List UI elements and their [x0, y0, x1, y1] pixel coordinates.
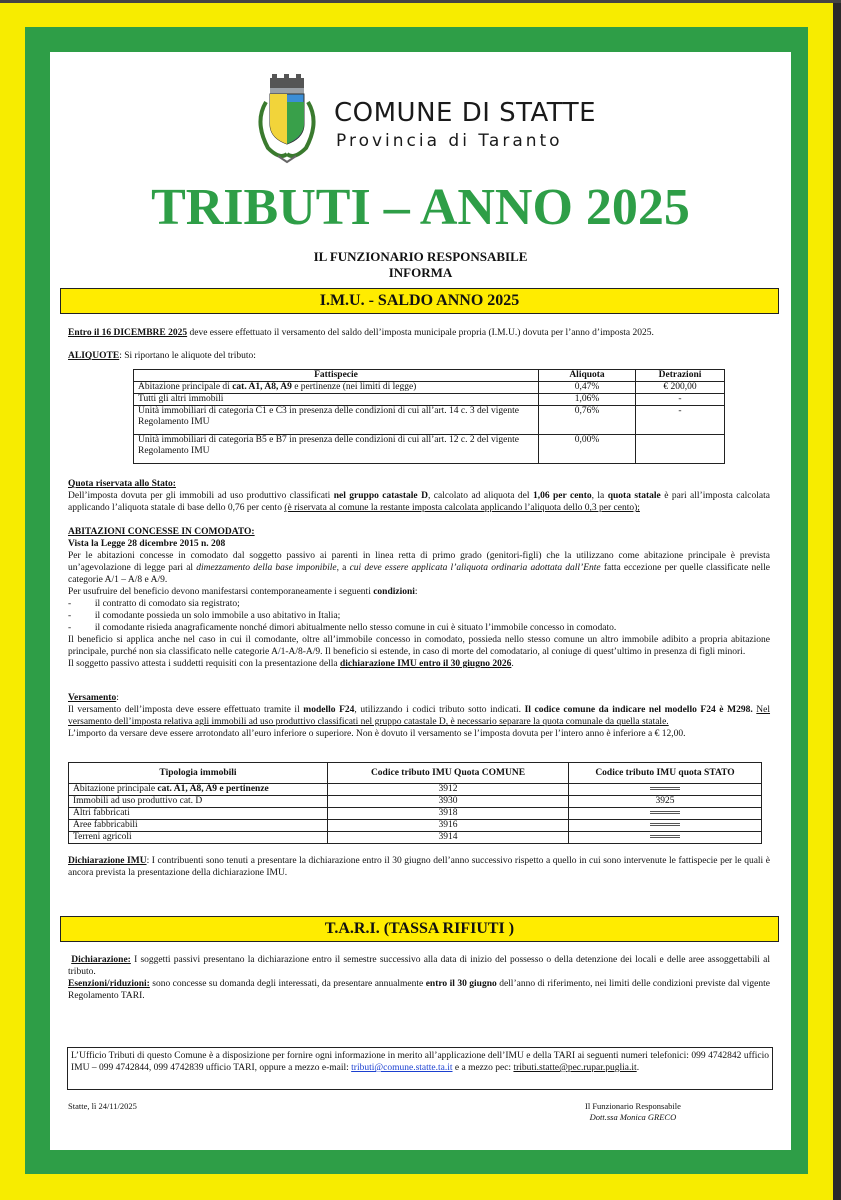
dichiarazione-imu-text: : I contribuenti sono tenuti a presentare la dichiarazione entro il 30 giugno dell’anno successivo rispetto a quello in cui sono intervenute le fattispecie per le quali è ancora prevista la presentazione della dichiarazione IMU.: [68, 856, 770, 878]
rate-desc: Tutti gli altri immobili: [134, 394, 539, 406]
rate-detraction: -: [636, 406, 725, 435]
document-date: Statte, lì 24/11/2025: [68, 1101, 137, 1111]
code-stato: 3925: [569, 796, 762, 808]
rate-desc: Unità immobiliari di categoria B5 e B7 in presenza delle condizioni di cui all’art. 12 c. 2 del vigente Regolamento IMU: [134, 435, 539, 464]
provincia-name: Provincia di Taranto: [336, 131, 563, 151]
signature-role: Il Funzionario Responsabile: [585, 1101, 681, 1111]
funzionario-heading: [0, 249, 841, 281]
comodato-law: Vista la Legge 28 dicembre 2015 n. 208: [68, 539, 226, 549]
versamento-paragraph: Il versamento dell’imposta deve essere effettuato tramite il modello F24, utilizzando i codici tributo sotto indicati. Il codice comune da indicare nel modello F24 è M298. Nel versamento dell’imposta relativa agli immobili ad uso produttivo classificati nel gruppo catastale D, è necessario separare la quota comunale da quella statale.: [68, 705, 771, 727]
rate-value: 1,06%: [539, 394, 636, 406]
codes-header-row: [69, 763, 762, 784]
quota-stato-title: Quota riservata allo Stato:: [68, 479, 176, 489]
dichiarazione-imu: [68, 855, 770, 879]
info-box: L’Ufficio Tributi di questo Comune è a disposizione per fornire ogni informazione in merito all’applicazione dell’IMU e della TARI ai seguenti numeri telefonici: 099 4742842 ufficio IMU – 099 4742844, 099 4742839 ufficio TARI, oppure a mezzo e-mail: tributi@comune.statte.ta.it e a mezzo pec: tributi.statte@pec.rupar.puglia.it.: [67, 1047, 773, 1090]
versamento-title: Versamento: [68, 693, 117, 703]
list-item: - il contratto di comodato sia registrato;: [68, 599, 240, 609]
main-title: TRIBUTI – ANNO 2025: [151, 179, 690, 236]
rates-header-aliquota: Aliquota: [539, 370, 636, 382]
top-line: [0, 0, 841, 3]
dash-mark: [650, 811, 680, 814]
code-comune: 3914: [328, 832, 569, 844]
pec-link[interactable]: tributi.statte@pec.rupar.puglia.it: [513, 1063, 637, 1073]
quota-stato-section: [68, 478, 770, 514]
aliquote-text: : Si riportano le aliquote del tributo:: [119, 351, 256, 361]
list-item: - il comodante possieda un solo immobile a uso abitativo in Italia;: [68, 611, 341, 621]
versamento-rounding: L’importo da versare deve essere arrotondato all’euro inferiore o superiore. Non è dovuto il versamento se l’imposta dovuta per l’intero anno è inferiore a € 12,00.: [68, 729, 686, 739]
comune-name: COMUNE DI STATTE: [334, 98, 597, 128]
codes-header-comune: Codice tributo IMU Quota COMUNE: [328, 763, 569, 784]
rates-header-detrazioni: Detrazioni: [636, 370, 725, 382]
tari-band: T.A.R.I. (TASSA RIFIUTI ): [60, 916, 779, 942]
code-comune: 3918: [328, 808, 569, 820]
table-row: [69, 832, 762, 844]
comodato-section: [68, 526, 770, 670]
code-stato: [569, 832, 762, 844]
table-row: [69, 820, 762, 832]
table-row: [134, 435, 725, 464]
code-stato: [569, 820, 762, 832]
imu-band: I.M.U. - SALDO ANNO 2025: [60, 288, 779, 314]
code-comune: 3912: [328, 784, 569, 796]
comodato-extension: Il beneficio si applica anche nel caso in cui il comodante, oltre all’immobile concesso in comodato, possieda nello stesso comune un altro immobile adibito a propria abitazione principale, purché non sia classificato nelle categorie A/1-A/8-A/9. Il beneficio si estende, in caso di morte del comodatario, al coniuge di quest’ultimo in presenza di figli minori.: [68, 635, 770, 657]
dash-mark: [650, 835, 680, 838]
table-row: [69, 796, 762, 808]
dash-mark: [650, 823, 680, 826]
code-comune: 3930: [328, 796, 569, 808]
versamento-title-line: Versamento:: [68, 693, 119, 703]
code-stato: [569, 784, 762, 796]
table-row: [134, 382, 725, 394]
rate-desc: Unità immobiliari di categoria C1 e C3 in presenza delle condizioni di cui all’art. 14 c. 3 del vigente Regolamento IMU: [134, 406, 539, 435]
tari-esenzioni: Esenzioni/riduzioni: sono concesse su domanda degli interessati, da presentare annualmente entro il 30 giugno dell’anno di riferimento, nei limiti delle condizioni previste dal vigente Regolamento TARI.: [68, 979, 770, 1001]
versamento-section: [68, 692, 770, 740]
rate-detraction: -: [636, 394, 725, 406]
aliquote-label: ALIQUOTE: [68, 351, 120, 361]
signature-name: Dott.ssa Monica GRECO: [589, 1112, 677, 1122]
quota-stato-text: Dell’imposta dovuta per gli immobili ad uso produttivo classificati nel gruppo catastale D, calcolato ad aliquota del 1,06 per cento, la quota statale è pari all’imposta calcolata applicando l’aliquota statale di base dello 0,76 per cento (è riservata al comune la restante imposta calcolata applicando l’aliquota dello 0,3 per cento);: [68, 491, 770, 513]
codes-header-stato: Codice tributo IMU quota STATO: [569, 763, 762, 784]
table-row: [69, 808, 762, 820]
rate-desc: Abitazione principale di cat. A1, A8, A9 e pertinenze (nei limiti di legge): [134, 382, 539, 394]
dichiarazione-imu-title: Dichiarazione IMU: [68, 856, 147, 866]
comodato-declaration: Il soggetto passivo attesta i suddetti requisiti con la presentazione della dichiarazione IMU entro il 30 giugno 2026.: [68, 659, 514, 669]
dash-mark: [650, 787, 680, 790]
list-item: - il comodante risieda anagraficamente nonché dimori abitualmente nello stesso comune in cui è situato l’immobile concesso in comodato.: [68, 623, 617, 633]
rate-value: 0,47%: [539, 382, 636, 394]
codes-header-tipologia: Tipologia immobili: [69, 763, 328, 784]
comodato-conditions-intro: Per usufruire del beneficio devono manifestarsi contemporaneamente i seguenti condizioni:: [68, 587, 418, 597]
coat-of-arms-icon: [248, 72, 326, 168]
code-type: Aree fabbricabili: [69, 820, 328, 832]
rates-header-fattispecie: Fattispecie: [134, 370, 539, 382]
table-row: [134, 406, 725, 435]
code-type: Immobili ad uso produttivo cat. D: [69, 796, 328, 808]
informa-label: INFORMA: [388, 265, 453, 280]
rate-detraction: [636, 435, 725, 464]
table-row: [69, 784, 762, 796]
code-stato: [569, 808, 762, 820]
rate-detraction: € 200,00: [636, 382, 725, 394]
table-row: [134, 394, 725, 406]
funzionario-label: IL FUNZIONARIO RESPONSABILE: [313, 249, 528, 264]
tari-section: [68, 954, 770, 1002]
rates-header-row: [134, 370, 725, 382]
imu-intro-text: deve essere effettuato il versamento del saldo dell’imposta municipale propria (I.M.U.) dovuta per l’anno d’imposta 2025.: [187, 328, 654, 338]
rate-value: 0,76%: [539, 406, 636, 435]
code-type: Altri fabbricati: [69, 808, 328, 820]
aliquote-line: [68, 350, 770, 362]
tari-dichiarazione: Dichiarazione: I soggetti passivi presentano la dichiarazione entro il semestre successivo alla data di inizio del possesso o della detenzione dei locali e delle aree assoggettabili al tributo.: [68, 955, 770, 977]
rate-value: 0,00%: [539, 435, 636, 464]
code-comune: 3916: [328, 820, 569, 832]
comodato-title: ABITAZIONI CONCESSE IN COMODATO:: [68, 527, 255, 537]
email-link[interactable]: tributi@comune.statte.ta.it: [351, 1063, 453, 1073]
codes-table: [68, 762, 762, 844]
signature-block: [585, 1101, 681, 1123]
code-type: Abitazione principale cat. A1, A8, A9 e pertinenze: [69, 784, 328, 796]
imu-intro: [68, 327, 770, 339]
imu-deadline: Entro il 16 DICEMBRE 2025: [68, 328, 188, 338]
rates-table: [133, 369, 725, 464]
comodato-paragraph: Per le abitazioni concesse in comodato dal soggetto passivo ai parenti in linea retta di primo grado (genitori-figli) che la utilizzano come abitazione principale è prevista un’agevolazione di legge pari al dimezzamento della base imponibile, a cui deve essere applicata l’aliquota ordinaria adottata dall’Ente fatta eccezione per quelle classificate nelle categorie A/1 – A/8 e A/9.: [68, 551, 770, 585]
code-type: Terreni agricoli: [69, 832, 328, 844]
